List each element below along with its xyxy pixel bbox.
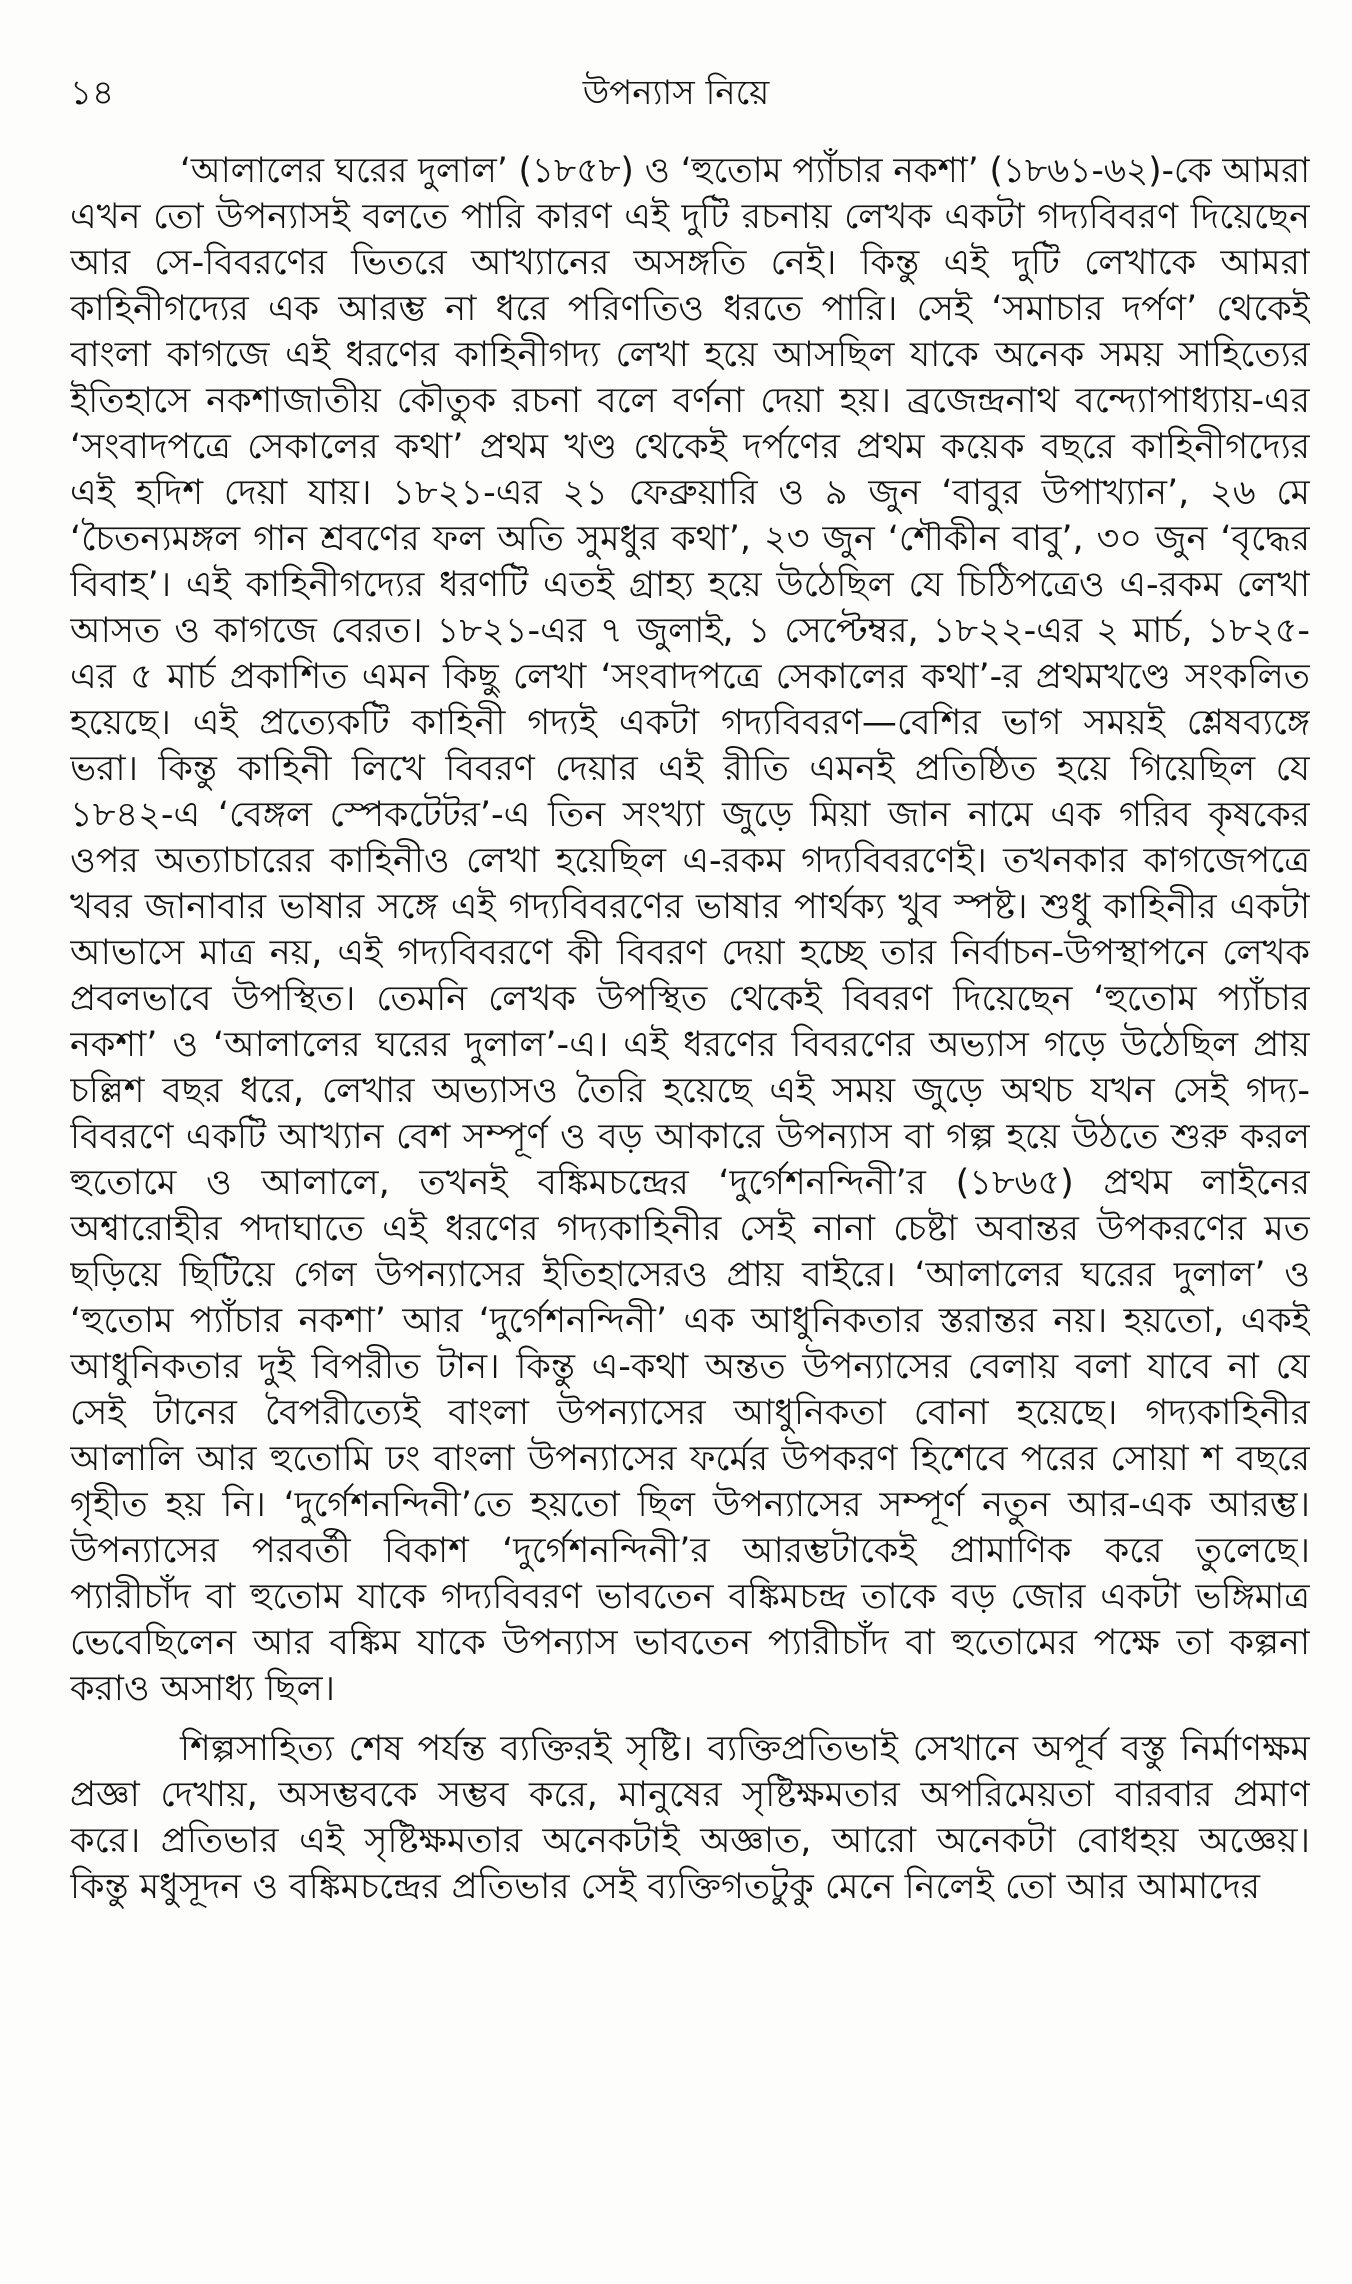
text-line: প্রবলভাবে উপস্থিত। তেমনি লেখক উপস্থিত থেকেই বিবরণ দিয়েছেন ‘হুতোম প্যাঁচার	[70, 979, 1310, 1019]
text-line: এই হদিশ দেয়া যায়। ১৮২১-এর ২১ ফেব্রুয়ারি ও ৯ জুন ‘বাবুর উপাখ্যান’, ২৬ মে	[70, 473, 1310, 513]
text-line: আভাসে মাত্র নয়, এই গদ্যবিবরণে কী বিবরণ দেয়া হচ্ছে তার নির্বাচন-উপস্থাপনে লেখক	[70, 933, 1310, 973]
text-line: বাংলা কাগজে এই ধরণের কাহিনীগদ্য লেখা হয়ে আসছিল যাকে অনেক সময় সাহিত্যের	[70, 335, 1310, 375]
text-line: উপন্যাসের পরবর্তী বিকাশ ‘দুর্গেশনন্দিনী’র আরম্ভটাকেই প্রামাণিক করে তুলেছে।	[70, 1531, 1310, 1571]
text-line: ছড়িয়ে ছিটিয়ে গেল উপন্যাসের ইতিহাসেরও প্রায় বাইরে। ‘আলালের ঘরের দুলাল’ ও	[70, 1255, 1310, 1295]
paragraph-1	[70, 148, 1310, 1712]
text-line: আধুনিকতার দুই বিপরীত টান। কিন্তু এ-কথা অন্তত উপন্যাসের বেলায় বলা যাবে না যে	[70, 1347, 1310, 1387]
text-line: বিবাহ’। এই কাহিনীগদ্যের ধরণটি এতই গ্রাহ্য হয়ে উঠেছিল যে চিঠিপত্রেও এ-রকম লেখা	[70, 565, 1310, 605]
page-number: ১৪	[70, 73, 115, 113]
text-line: খবর জানাবার ভাষার সঙ্গে এই গদ্যবিবরণের ভাষার পার্থক্য খুব স্পষ্ট। শুধু কাহিনীর একটা	[70, 887, 1310, 927]
text-line: প্রজ্ঞা দেখায়, অসম্ভবকে সম্ভব করে, মানুষের সৃষ্টিক্ষমতার অপরিমেয়তা বারবার প্রমাণ	[70, 1775, 1310, 1815]
text-line: ‘আলালের ঘরের দুলাল’ (১৮৫৮) ও ‘হুতোম প্যাঁচার নকশা’ (১৮৬১-৬২)-কে আমরা	[180, 151, 1310, 191]
text-line: এর ৫ মার্চ প্রকাশিত এমন কিছু লেখা ‘সংবাদপত্রে সেকালের কথা’-র প্রথমখণ্ডে সংকলিত	[70, 657, 1310, 697]
running-head	[70, 68, 1282, 118]
text-line: ‘হুতোম প্যাঁচার নকশা’ আর ‘দুর্গেশনন্দিনী’ এক আধুনিকতার স্তরান্তর নয়। হয়তো, একই	[70, 1301, 1310, 1341]
text-line: হুতোমে ও আলালে, তখনই বঙ্কিমচন্দ্রের ‘দুর্গেশনন্দিনী’র (১৮৬৫) প্রথম লাইনের	[70, 1163, 1310, 1203]
text-line: করে। প্রতিভার এই সৃষ্টিক্ষমতার অনেকটাই অজ্ঞাত, আরো অনেকটা বোধহয় অজ্ঞেয়।	[70, 1821, 1310, 1861]
text-line: শিল্পসাহিত্য শেষ পর্যন্ত ব্যক্তিরই সৃষ্টি। ব্যক্তিপ্রতিভাই সেখানে অপূর্ব বস্তু নির্মাণক্ষম	[180, 1729, 1310, 1769]
text-line: সেই টানের বৈপরীত্যেই বাংলা উপন্যাসের আধুনিকতা বোনা হয়েছে। গদ্যকাহিনীর	[70, 1393, 1310, 1433]
body-text	[70, 148, 1310, 1910]
text-line: করাও অসাধ্য ছিল।	[70, 1669, 336, 1709]
text-line: ইতিহাসে নকশাজাতীয় কৌতুক রচনা বলে বর্ণনা দেয়া হয়। ব্রজেন্দ্রনাথ বন্দ্যোপাধ্যায়-এর	[70, 381, 1310, 421]
text-line: আর সে-বিবরণের ভিতরে আখ্যানের অসঙ্গতি নেই। কিন্তু এই দুটি লেখাকে আমরা	[70, 243, 1310, 283]
text-line: আসত ও কাগজে বেরত। ১৮২১-এর ৭ জুলাই, ১ সেপ্টেম্বর, ১৮২২-এর ২ মার্চ, ১৮২৫-	[70, 611, 1310, 651]
text-line: কাহিনীগদ্যের এক আরম্ভ না ধরে পরিণতিও ধরতে পারি। সেই ‘সমাচার দর্পণ’ থেকেই	[70, 289, 1310, 329]
text-line: আলালি আর হুতোমি ঢং বাংলা উপন্যাসের ফর্মের উপকরণ হিশেবে পরের সোয়া শ বছরে	[70, 1439, 1310, 1479]
text-line: অশ্বারোহীর পদাঘাতে এই ধরণের গদ্যকাহিনীর সেই নানা চেষ্টা অবান্তর উপকরণের মত	[70, 1209, 1310, 1249]
paragraph-2	[70, 1726, 1310, 1910]
text-line: ওপর অত্যাচারের কাহিনীও লেখা হয়েছিল এ-রকম গদ্যবিবরণেই। তখনকার কাগজেপত্রে	[70, 841, 1310, 881]
text-line: বিবরণে একটি আখ্যান বেশ সম্পূর্ণ ও বড় আকারে উপন্যাস বা গল্প হয়ে উঠতে শুরু করল	[70, 1117, 1310, 1157]
text-line: কিন্তু মধুসূদন ও বঙ্কিমচন্দ্রের প্রতিভার সেই ব্যক্তিগতটুকু মেনে নিলেই তো আর আমাদের	[70, 1867, 1260, 1907]
text-line: চল্লিশ বছর ধরে, লেখার অভ্যাসও তৈরি হয়েছে এই সময় জুড়ে অথচ যখন সেই গদ্য-	[70, 1071, 1310, 1111]
text-line: ‘চৈতন্যমঙ্গল গান শ্রবণের ফল অতি সুমধুর কথা’, ২৩ জুন ‘শৌকীন বাবু’, ৩০ জুন ‘বৃদ্ধের	[70, 519, 1310, 559]
text-line: প্যারীচাঁদ বা হুতোম যাকে গদ্যবিবরণ ভাবতেন বঙ্কিমচন্দ্র তাকে বড় জোর একটা ভঙ্গিমাত্র	[70, 1577, 1310, 1617]
text-line: এখন তো উপন্যাসই বলতে পারি কারণ এই দুটি রচনায় লেখক একটা গদ্যবিবরণ দিয়েছেন	[70, 197, 1310, 237]
text-line: ১৮৪২-এ ‘বেঙ্গল স্পেকটেটর’-এ তিন সংখ্যা জুড়ে মিয়া জান নামে এক গরিব কৃষকের	[70, 795, 1310, 835]
text-line: ভেবেছিলেন আর বঙ্কিম যাকে উপন্যাস ভাবতেন প্যারীচাঁদ বা হুতোমের পক্ষে তা কল্পনা	[70, 1623, 1310, 1663]
book-title: উপন্যাস নিয়ে	[582, 73, 770, 113]
text-line: গৃহীত হয় নি। ‘দুর্গেশনন্দিনী’তে হয়তো ছিল উপন্যাসের সম্পূর্ণ নতুন আর-এক আরম্ভ।	[70, 1485, 1310, 1525]
text-line: হয়েছে। এই প্রত্যেকটি কাহিনী গদ্যই একটা গদ্যবিবরণ—বেশির ভাগ সময়ই শ্লেষব্যঙ্গে	[70, 703, 1310, 743]
text-line: নকশা’ ও ‘আলালের ঘরের দুলাল’-এ। এই ধরণের বিবরণের অভ্যাস গড়ে উঠেছিল প্রায়	[70, 1025, 1310, 1065]
text-line: ভরা। কিন্তু কাহিনী লিখে বিবরণ দেয়ার এই রীতি এমনই প্রতিষ্ঠিত হয়ে গিয়েছিল যে	[70, 749, 1310, 789]
text-line: ‘সংবাদপত্রে সেকালের কথা’ প্রথম খণ্ড থেকেই দর্পণের প্রথম কয়েক বছরে কাহিনীগদ্যের	[70, 427, 1310, 467]
